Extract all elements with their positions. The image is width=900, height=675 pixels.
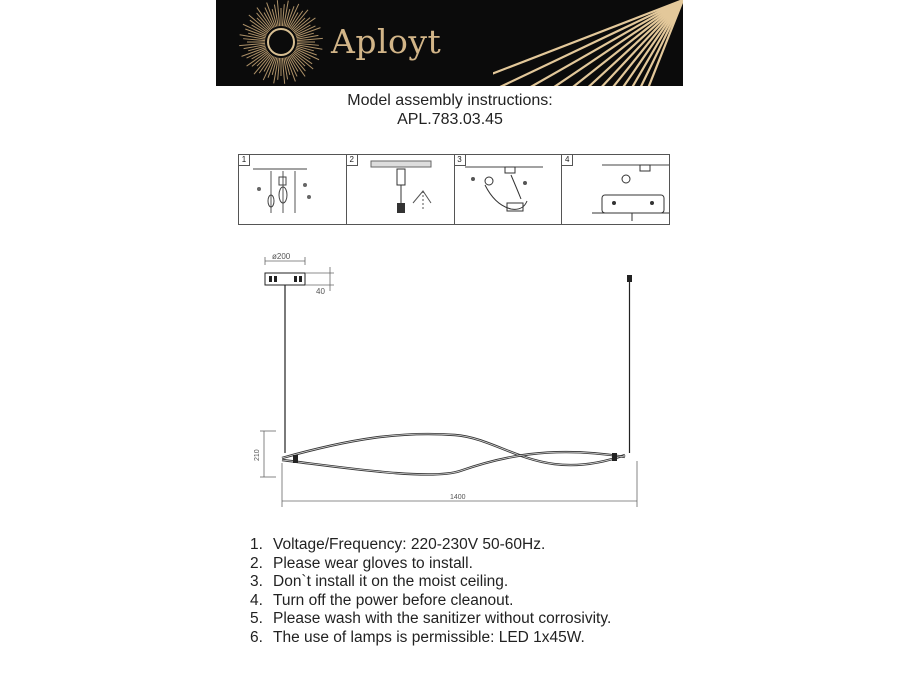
brand-banner <box>216 0 683 86</box>
canopy-height-label: 40 <box>316 287 325 296</box>
sunburst-logo-icon <box>236 0 326 86</box>
model-number: APL.783.03.45 <box>397 111 503 128</box>
wiring-illustration <box>455 155 553 224</box>
list-item: 6. The use of lamps is permissible: LED 1x45W. <box>250 628 585 646</box>
list-item: 5. Please wash with the sanitizer without corrosivity. <box>250 610 612 628</box>
lamp-height-label: 210 <box>254 449 261 461</box>
assembly-step <box>455 155 563 224</box>
step-number: 2 <box>347 155 358 166</box>
lamp-dimension-drawing <box>250 245 650 510</box>
assembly-steps <box>238 154 670 225</box>
list-item: 3. Don`t install it on the moist ceiling. <box>250 573 509 591</box>
lamp-length-label: 1400 <box>450 494 466 501</box>
list-item: 2. Please wear gloves to install. <box>250 554 473 572</box>
assembly-step <box>562 155 669 224</box>
list-item: 4. Turn off the power before cleanout. <box>250 591 514 609</box>
list-item: 1. Voltage/Frequency: 220-230V 50-60Hz. <box>250 536 546 553</box>
parts-illustration <box>239 155 331 224</box>
canopy-diameter-label: ø200 <box>272 252 291 261</box>
notes-list <box>250 536 611 648</box>
assembly-step <box>239 155 347 224</box>
page-title: Model assembly instructions: <box>347 92 553 109</box>
ceiling-mount-illustration <box>347 155 445 224</box>
decorative-rays-icon <box>493 0 683 86</box>
brand-name: Aployt <box>331 22 442 61</box>
step-number: 3 <box>455 155 466 166</box>
assembly-step <box>347 155 455 224</box>
step-number: 4 <box>562 155 573 166</box>
step-number: 1 <box>239 155 250 166</box>
final-assembly-illustration <box>562 155 669 224</box>
